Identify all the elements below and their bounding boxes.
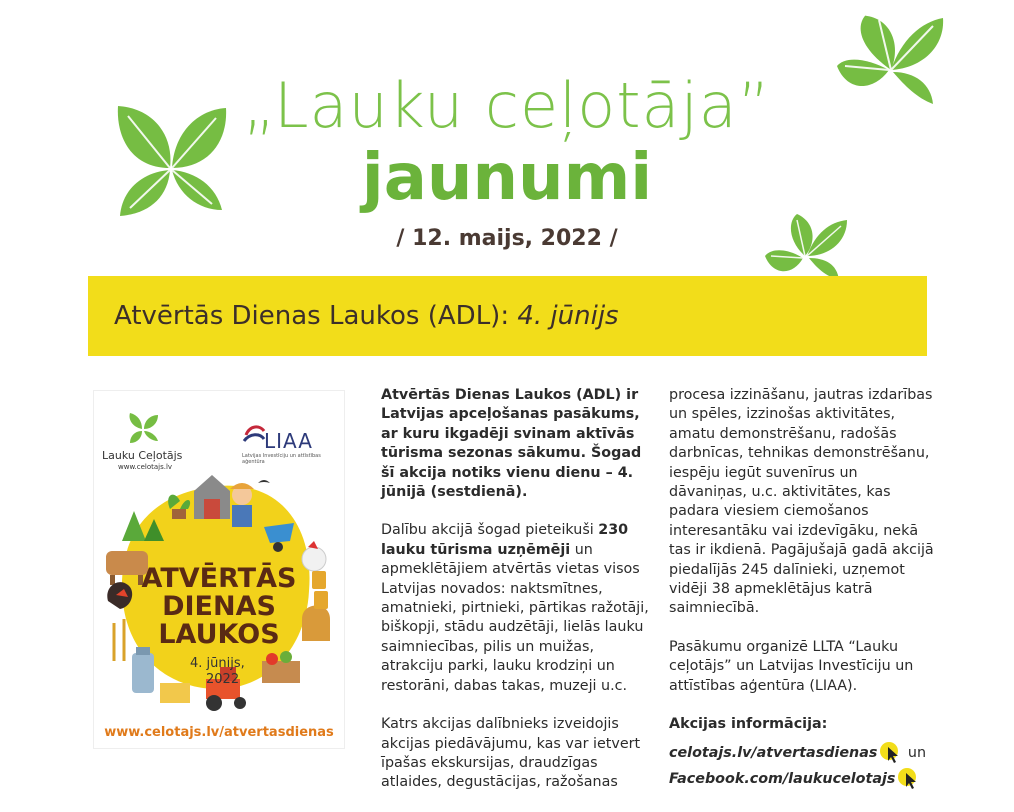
article-paragraph-4: procesa izzināšanu, jautras izdarības un spēles, izzinošas aktivitātes, amatu demonstrēšanu, radošās darbnīcas, tehnikas demonstrēšanu, iespēju iegūt suvenīrus un dāvaniņas, u.c. aktivitātes, kas padara viesiem ciemošanos interesantāku vai izdevīgāku, nekā tas ir ikdienā. Pagājušajā gadā akcijā piedalījās 245 dalīnieki, uzņemot vidēji 38 apmeklētājus katrā saimniecībā. [669, 387, 934, 617]
poster-headline-2: DIENAS [162, 591, 276, 622]
article-column-1 [381, 386, 651, 812]
section-title [114, 301, 619, 331]
info-heading: Akcijas informācija: [669, 716, 828, 733]
event-link[interactable]: celotajs.lv/atvertasdienas [669, 744, 878, 761]
link-joiner: un [903, 744, 927, 761]
poster-footer-url: www.celotajs.lv/atvertasdienas [104, 725, 334, 740]
brand-leaf-icon [130, 413, 159, 443]
issue-date: / 12. maijs, 2022 / [396, 226, 618, 251]
article-column-2 [669, 386, 937, 791]
p2-part-c: un apmeklētājiem atvērtās vietas visos Latvijas novados: naktsmītnes, amatnieki, pirtnieki, pārtikas ražotāji, biškopji, stādu audzētāji, lielās lauku saimniecības, pilis un muižas, atrakciju parki, lauku krodziņi un restorāni, dabas takas, muzeji u.c. [381, 541, 649, 694]
article-paragraph-2 [381, 521, 651, 696]
poster-date-2: 2022 [206, 672, 240, 687]
poster-partner-caption: Latvijas Investīciju un attīstības aģentūra [242, 453, 321, 465]
vegetables-icon [262, 651, 300, 683]
cheese-icon [160, 683, 190, 703]
poster-headline-3: LAUKOS [158, 619, 280, 650]
poster-date-1: 4. jūnijs, [190, 656, 245, 671]
page-title-line2: jaunumi [361, 141, 653, 215]
poster-brand-name: Lauku Ceļotājs [102, 449, 183, 462]
facebook-link[interactable]: Facebook.com/laukucelotajs [669, 770, 896, 787]
section-banner [88, 276, 927, 356]
barn-icon [194, 475, 230, 519]
article-paragraph-5: Pasākumu organizē LLTA “Lauku ceļotājs” un Latvijas Investīciju un attīstības aģentūra (LIAA). [669, 638, 914, 694]
poster-headline-1: ATVĒRTĀS [141, 563, 297, 594]
farmer-icon [230, 483, 254, 527]
bird-icon [258, 480, 270, 483]
event-poster [93, 390, 345, 749]
click-cursor-icon [879, 741, 903, 765]
poster-brand-url: www.celotajs.lv [118, 463, 173, 471]
p2-part-a: Dalību akcijā šogad pieteikuši [381, 522, 599, 539]
poster-partner-logo: LIAA [264, 429, 313, 453]
liaa-logo-icon [244, 427, 264, 441]
section-title-date: 4. jūnijs [517, 301, 619, 331]
p2-part-b: 230 lauku tūrisma uzņēmēji [381, 522, 629, 558]
section-title-main: Atvērtās Dienas Laukos (ADL): [114, 301, 518, 331]
info-link-line-1 [669, 741, 937, 765]
page-title-line1: „Lauku ceļotāja” [243, 69, 771, 142]
article-intro: Atvērtās Dienas Laukos (ADL) ir Latvijas apceļošanas pasākums, ar kuru ikgadēji svinam aktīvās tūrisma sezonas sākumu. Šogad šī akcija notiks vienu dienu – 4. jūnijā (sestdienā). [381, 387, 642, 501]
milk-can-icon [132, 647, 154, 693]
article-paragraph-3: Katrs akcijas dalībnieks izveidojis akcijas piedāvājumu, kas var ietvert īpašas ekskursijas, draudzīgas atlaides, degustācijas, ražošanas [381, 716, 641, 791]
